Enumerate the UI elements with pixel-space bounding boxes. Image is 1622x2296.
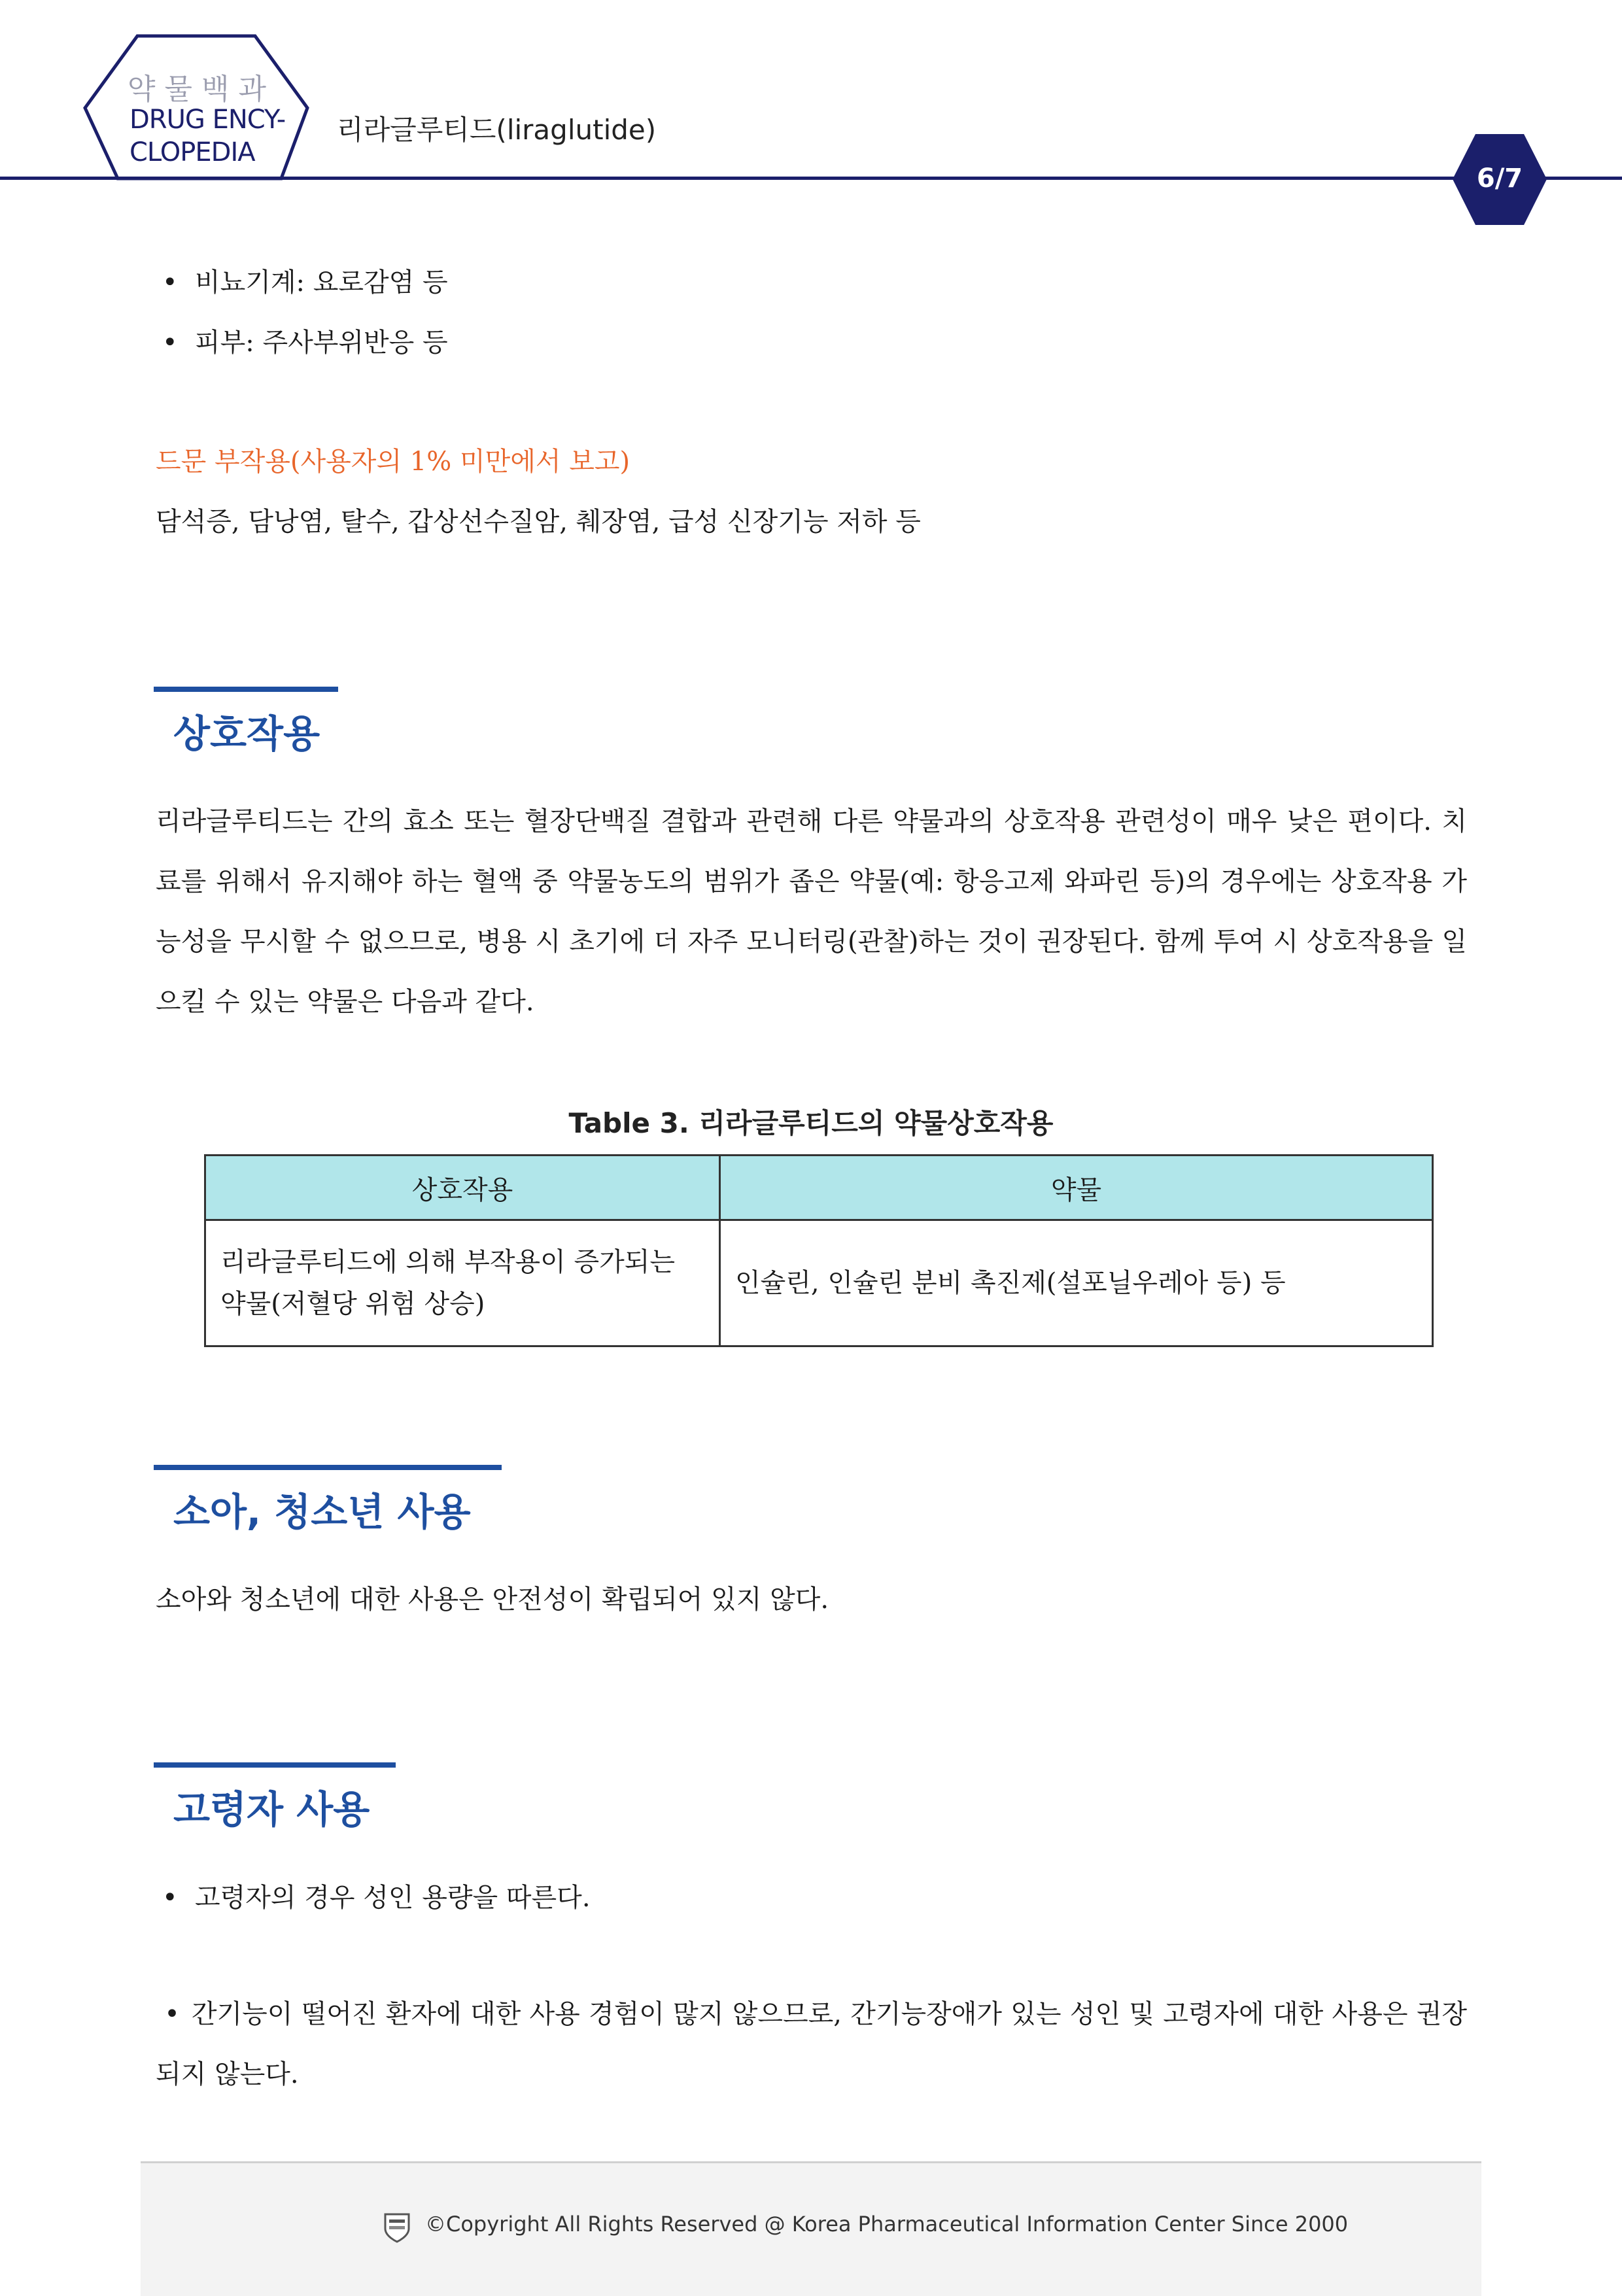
bullet-dot-icon: • <box>156 1999 180 2029</box>
footer-copyright: ©Copyright All Rights Reserved @ Korea Pharmaceutical Information Center Since 2000 <box>425 2212 1349 2236</box>
table-cell: 리라글루티드에 의해 부작용이 증가되는 약물(저혈당 위험 상승) <box>205 1220 720 1346</box>
elderly-bullet-2: 간기능이 떨어진 환자에 대한 사용 경험이 많지 않으므로, 간기능장애가 있는 성인 및 고령자에 대한 사용은 권장되지 않는다. <box>156 1999 1467 2089</box>
rare-side-effects-heading: 드문 부작용(사용자의 1% 미만에서 보고) <box>156 447 630 477</box>
section-title-pediatric: 소아, 청소년 사용 <box>173 1490 471 1534</box>
elderly-bullet-2-block <box>156 1984 1467 2104</box>
table-caption: Table 3. 리라글루티드의 약물상호작용 <box>568 1107 1054 1139</box>
bullet-dot-icon: • <box>162 1883 178 1913</box>
bullet-dot-icon: • <box>162 267 178 298</box>
logo-line2: CLOPEDIA <box>129 137 255 167</box>
bullet-dot-icon: • <box>162 328 178 358</box>
rare-side-effects-text: 담석증, 담낭염, 탈수, 갑상선수질암, 췌장염, 급성 신장기능 저하 등 <box>156 507 921 537</box>
pediatric-text: 소아와 청소년에 대한 사용은 안전성이 확립되어 있지 않다. <box>156 1585 829 1615</box>
logo-line1: DRUG ENCY- <box>129 105 286 135</box>
document-title: 리라글루티드(liraglutide) <box>337 114 657 146</box>
section-title-interactions: 상호작용 <box>173 711 320 756</box>
table-header-cell: 약물 <box>720 1156 1433 1220</box>
side-effect-bullet-1: 비뇨기계: 요로감염 등 <box>195 267 448 298</box>
page-number: 6/7 <box>1476 163 1523 194</box>
logo-korean: 약물백과 <box>128 73 276 106</box>
elderly-bullet-1: 고령자의 경우 성인 용량을 따른다. <box>195 1883 591 1913</box>
table-header-cell: 상호작용 <box>205 1156 720 1220</box>
section-bar <box>154 1762 396 1768</box>
shield-logo-icon <box>383 2212 411 2243</box>
section-bar <box>154 687 338 692</box>
section-bar <box>154 1465 502 1470</box>
interactions-paragraph: 리라글루티드는 간의 효소 또는 혈장단백질 결합과 관련해 다른 약물과의 상호작용 관련성이 매우 낮은 편이다. 치료를 위해서 유지해야 하는 혈액 중 약물농도의 범위가 좁은 약물(예: 항응고제 와파린 등)의 경우에는 상호작용 가능성을 무시할 수 없으므로, 병용 시 초기에 더 자주 모니터링(관찰)하는 것이 권장된다. 함께 투여 시 상호작용을 일으킬 수 있는 약물은 다음과 같다. <box>156 806 1467 1017</box>
section-title-elderly: 고령자 사용 <box>173 1787 370 1832</box>
interactions-table <box>204 1154 1434 1347</box>
table-row <box>205 1220 1433 1346</box>
table-header-row <box>205 1156 1433 1220</box>
table-cell: 인슐린, 인슐린 분비 촉진제(설포닐우레아 등) 등 <box>720 1220 1433 1346</box>
header-rule <box>0 177 1622 180</box>
side-effect-bullet-2: 피부: 주사부위반응 등 <box>195 328 448 358</box>
